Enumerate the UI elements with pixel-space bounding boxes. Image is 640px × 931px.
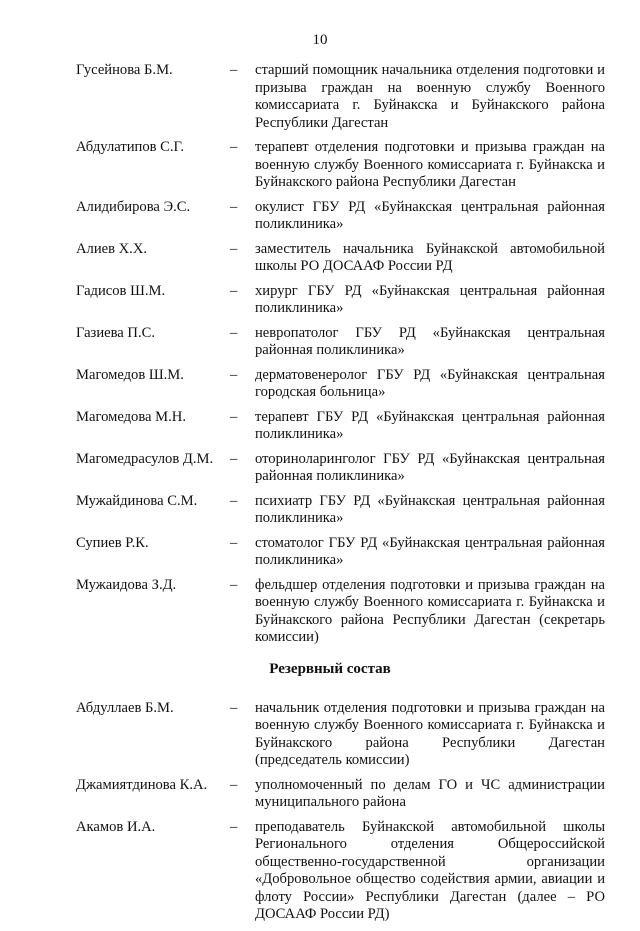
member-name: Абдулатипов С.Г. [76,139,184,155]
member-name: Акамов И.А. [76,818,156,835]
member-name: Алидибирова Э.С. [76,198,191,215]
member-description: начальник отделения подготовки и призыва граждан на военную службу Военного комиссариата г. Буйнакска и Буйнакского района Республики Дагестан (председатель комиссии) [255,699,605,768]
member-dash: – [230,534,238,551]
page-number: 10 [312,32,328,48]
member-dash: – [230,818,238,835]
member-dash: – [230,282,238,299]
member-row [0,493,640,528]
member-name: Гусейнова Б.М. [76,62,173,78]
member-name: Алиев Х.Х. [76,240,148,257]
member-description: старший помощник начальника отделения подготовки и призыва граждан на военную службу Военного комиссариата г. Буйнакска и Буйнакского района Республики Дагестан [255,62,605,131]
member-name: Супиев Р.К. [76,534,149,551]
member-row [0,367,640,402]
member-row [0,409,640,444]
member-description: психиатр ГБУ РД «Буйнакская центральная районная поликлиника» [255,492,605,526]
member-dash: – [230,492,238,509]
reserve-member-row [0,777,640,812]
member-dash: – [230,324,238,341]
member-dash: – [230,139,238,155]
member-name: Джамиятдинова К.А. [76,776,208,793]
member-row [0,451,640,486]
member-dash: – [230,240,238,257]
reserve-heading: Резервный состав [269,660,391,677]
reserve-member-row [0,700,640,770]
member-description: терапевт отделения подготовки и призыва граждан на военную службу Военного комиссариата г. Буйнакска и Буйнакского района Республики Дагестан [255,139,605,190]
member-name: Магомедрасулов Д.М. [76,450,214,467]
member-dash: – [230,366,238,383]
member-description: дерматовенеролог ГБУ РД «Буйнакская центральная городская больница» [255,366,605,400]
member-name: Гадисов Ш.М. [76,282,166,299]
member-row [0,535,640,570]
member-description: стоматолог ГБУ РД «Буйнакская центральная районная поликлиника» [255,534,605,568]
member-dash: – [230,776,238,793]
member-description: хирург ГБУ РД «Буйнакская центральная районная поликлиника» [255,282,605,316]
member-description: фельдшер отделения подготовки и призыва граждан на военную службу Военного комиссариата г. Буйнакска и Буйнакского района Республики Дагестан (секретарь комиссии) [255,576,605,645]
member-dash: – [230,450,238,467]
member-name: Газиева П.С. [76,324,155,341]
member-dash: – [230,198,238,215]
member-name: Абдуллаев Б.М. [76,699,174,716]
member-row [0,139,640,192]
member-dash: – [230,576,238,593]
member-dash: – [230,62,238,78]
member-name: Магомедова М.Н. [76,408,186,425]
reserve-member-row [0,819,640,924]
member-description: невропатолог ГБУ РД «Буйнакская центральная районная поликлиника» [255,324,605,358]
member-description: терапевт ГБУ РД «Буйнакская центральная районная поликлиника» [255,408,605,442]
member-row [0,283,640,318]
commission-list [0,62,640,931]
member-row [0,241,640,276]
member-row [0,577,640,647]
member-name: Мужайдинова С.М. [76,492,198,509]
member-row [0,62,640,132]
member-description: оториноларинголог ГБУ РД «Буйнакская центральная районная поликлиника» [255,450,605,484]
member-description: окулист ГБУ РД «Буйнакская центральная районная поликлиника» [255,198,605,232]
member-description: заместитель начальника Буйнакской автомобильной школы РО ДОСААФ России РД [255,240,605,274]
member-description: преподаватель Буйнакской автомобильной школы Регионального отделения Общероссийской общественно-государственной организации «Добровольное общество содействия армии, авиации и флоту России» Республики Дагестан (далее – РО ДОСААФ России РД) [255,818,605,922]
member-dash: – [230,699,238,716]
member-description: уполномоченный по делам ГО и ЧС администрации муниципального района [255,776,605,810]
member-row [0,325,640,360]
member-dash: – [230,408,238,425]
member-name: Магомедов Ш.М. [76,366,184,383]
member-name: Мужаидова З.Д. [76,576,177,593]
member-row [0,199,640,234]
